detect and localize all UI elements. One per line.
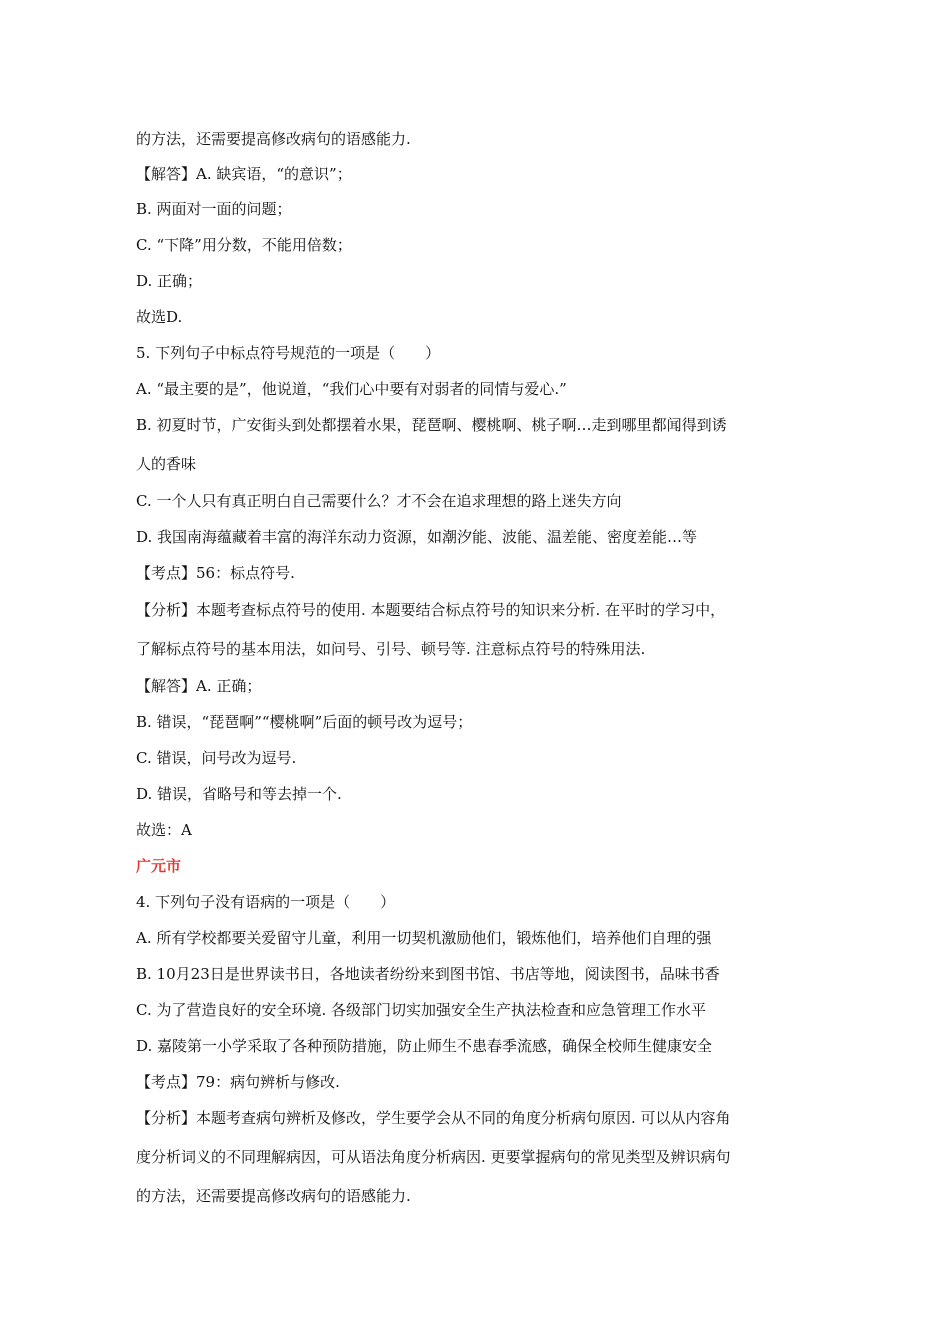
text-line: 故选D. [136,308,183,326]
text-line: B. 错误，“琵琶啊”“樱桃啊”后面的顿号改为逗号； [136,713,473,731]
option-d: D. 嘉陵第一小学采取了各种预防措施，防止师生不患春季流感，确保全校师生健康安全 [136,1037,713,1055]
text-line: 【分析】本题考查病句辨析及修改，学生要学会从不同的角度分析病句原因. 可以从内容角 [136,1109,731,1127]
text-line: 【解答】A. 正确； [136,677,262,695]
question-title: 4. 下列句子没有语病的一项是（ ） [136,893,396,911]
text-line: D. 正确； [136,272,203,290]
option-b: B. 初夏时节，广安街头到处都摆着水果，琵琶啊、樱桃啊、桃子啊…走到哪里都闻得到诱 [136,416,727,434]
option-b-cont: 人的香味 [136,455,197,473]
text-line: C. 错误，问号改为逗号. [136,749,297,767]
text-line: D. 错误，省略号和等去掉一个. [136,785,342,803]
option-c: C. 一个人只有真正明白自己需要什么？才不会在追求理想的路上迷失方向 [136,492,622,510]
text-line: 【分析】本题考查标点符号的使用. 本题要结合标点符号的知识来分析. 在平时的学习中， [136,601,726,619]
text-line: 【考点】56：标点符号. [136,564,295,582]
option-c: C. 为了营造良好的安全环境. 各级部门切实加强安全生产执法检查和应急管理工作水平 [136,1001,707,1019]
text-line: 的方法，还需要提高修改病句的语感能力. [136,130,411,148]
question-title: 5. 下列句子中标点符号规范的一项是（ ） [136,344,441,362]
option-d: D. 我国南海蕴藏着丰富的海洋东动力资源，如潮汐能、波能、温差能、密度差能…等 [136,528,698,546]
text-line: 的方法，还需要提高修改病句的语感能力. [136,1187,411,1205]
text-line: 了解标点符号的基本用法，如问号、引号、顿号等. 注意标点符号的特殊用法. [136,640,646,658]
text-line: B. 两面对一面的问题； [136,200,292,218]
text-line: 故选：A [136,821,192,839]
option-b: B. 10月23日是世界读书日，各地读者纷纷来到图书馆、书店等地，阅读图书，品味书香 [136,965,720,983]
section-heading: 广元市 [136,857,182,875]
option-a: A. 所有学校都要关爱留守儿童，利用一切契机激励他们，锻炼他们，培养他们自理的强 [136,929,712,947]
text-line: C. “下降”用分数，不能用倍数； [136,236,352,254]
option-a: A. “最主要的是”，他说道，“我们心中要有对弱者的同情与爱心.” [136,380,567,398]
text-line: 度分析词义的不同理解病因，可从语法角度分析病因. 更要掌握病句的常见类型及辨识病句 [136,1148,731,1166]
text-line: 【考点】79：病句辨析与修改. [136,1073,340,1091]
text-line: 【解答】A. 缺宾语，“的意识”； [136,165,352,183]
